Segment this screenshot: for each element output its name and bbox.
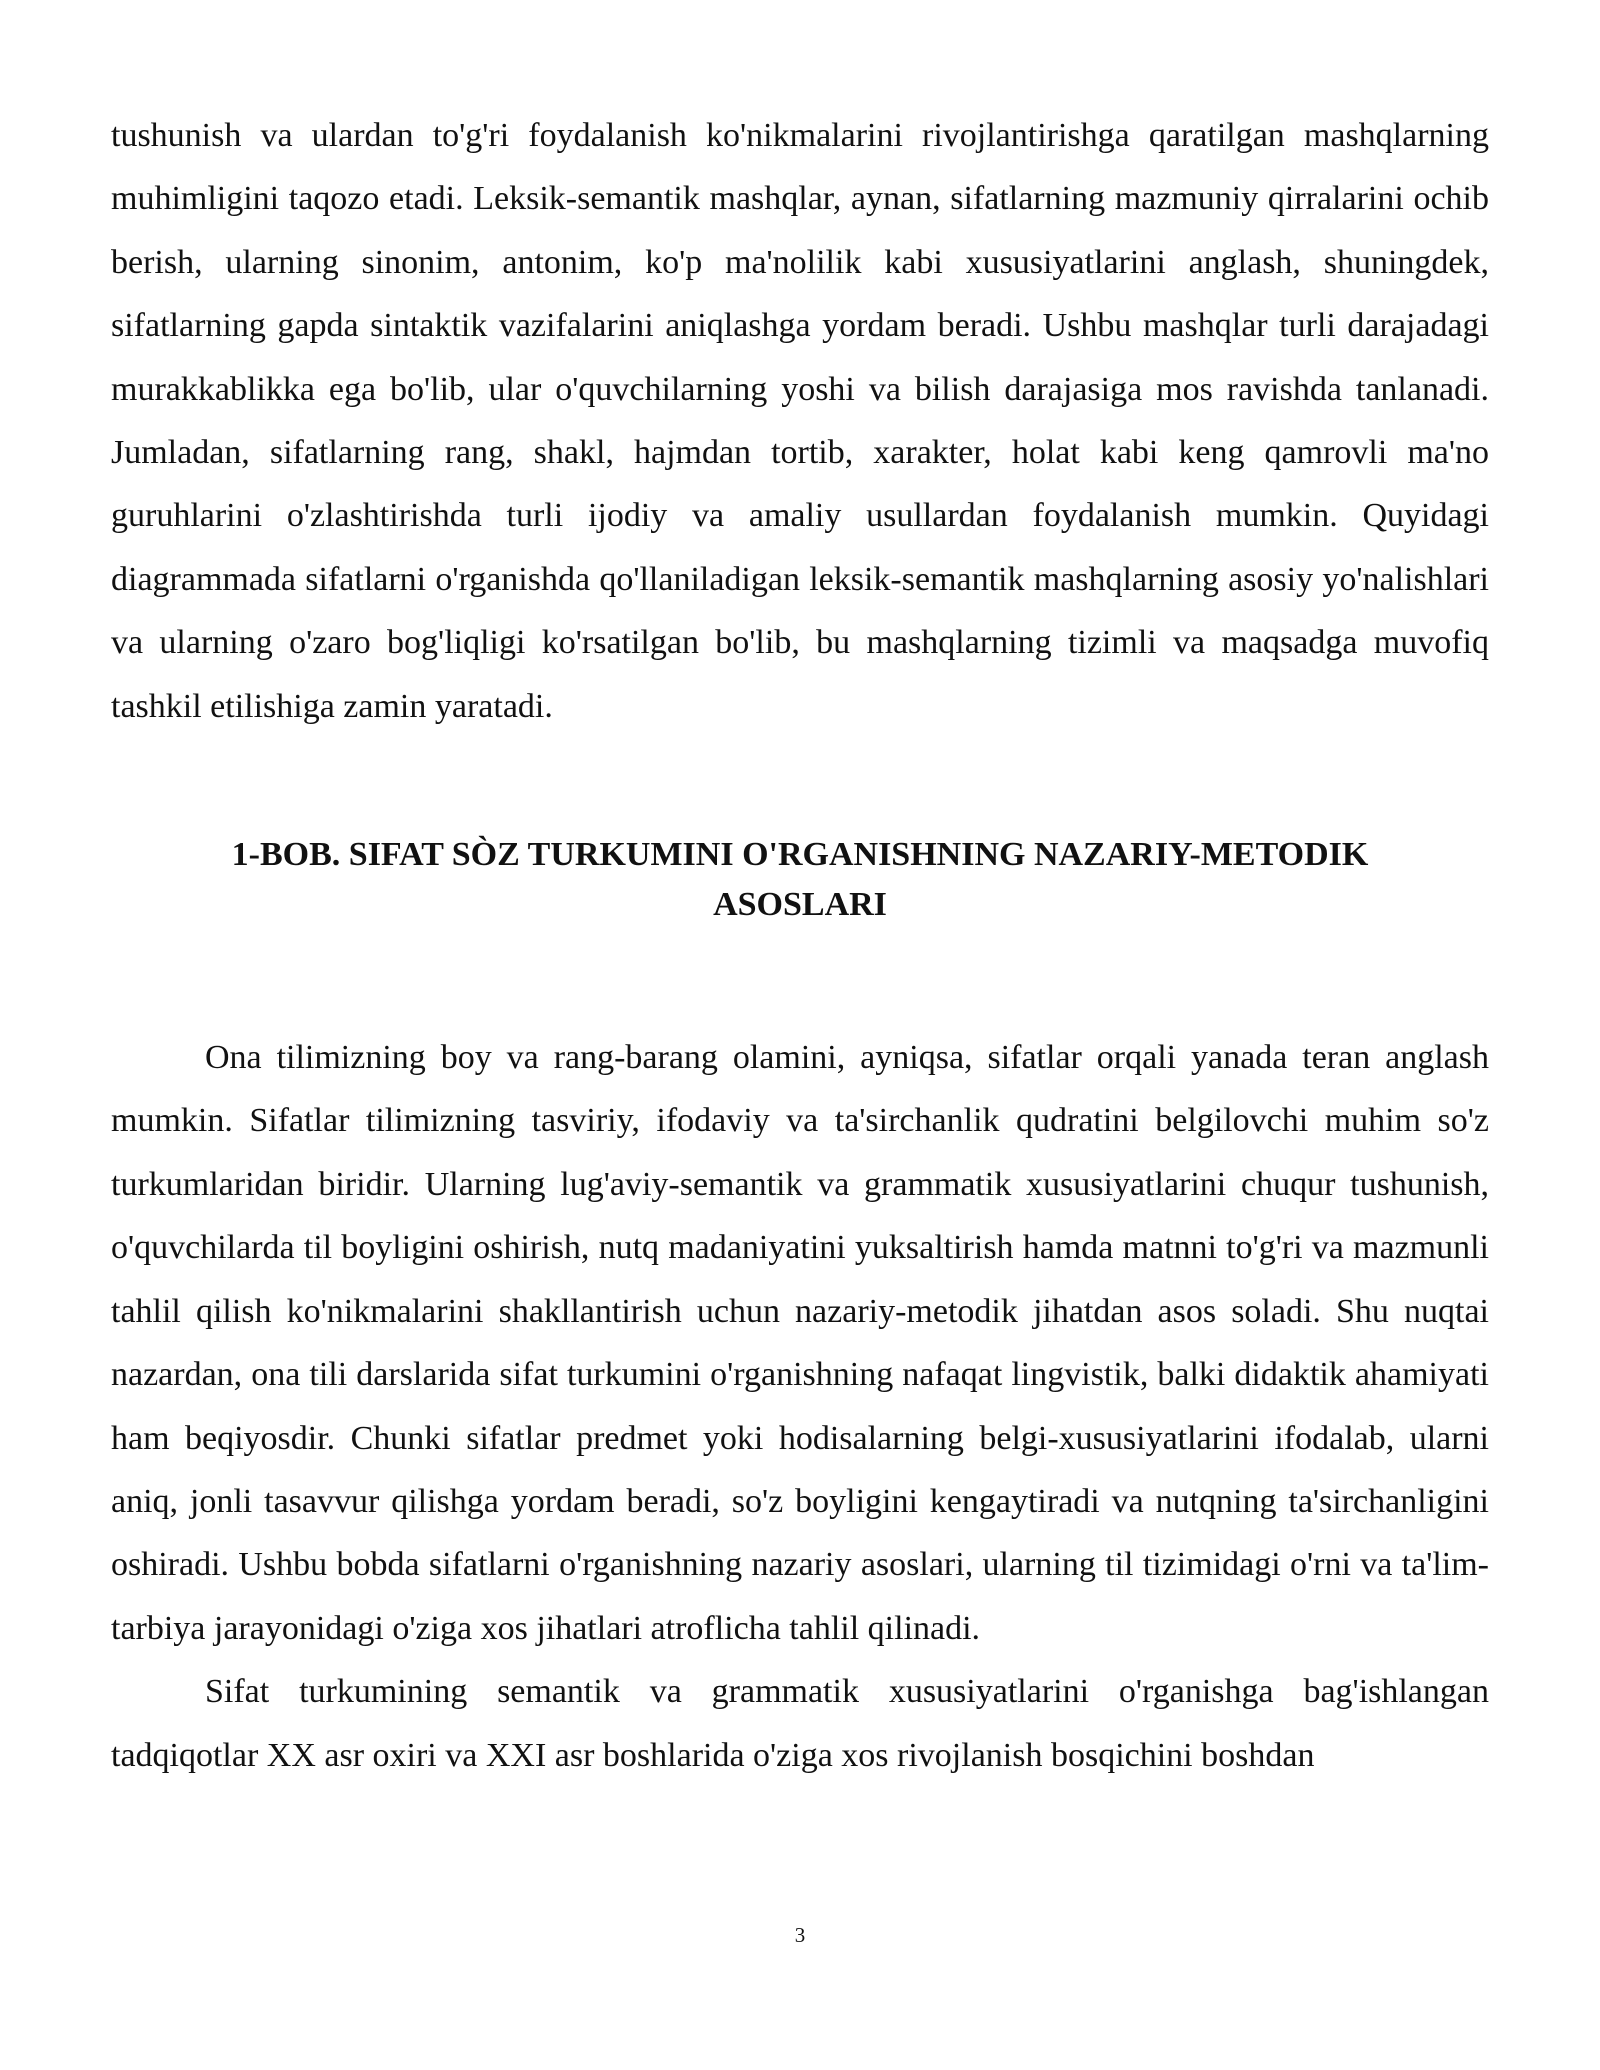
chapter-title-line-2: ASOSLARI xyxy=(713,886,887,924)
body-paragraph-1: Ona tilimizning boy va rang-barang olamini, ayniqsa, sifatlar orqali yanada teran anglash mumkin. Sifatlar tilimizning tasviriy, ifodaviy va ta'sirchanlik qudratini belgilovchi muhim so'z turkumlaridan biridir. Ularning lug'aviy-semantik va grammatik xususiyatlarini chuqur tushunish, o'quvchilarda til boyligini oshirish, nutq madaniyatini yuksaltirish hamda matnni to'g'ri va mazmunli tahlil qilish ko'nikmalarini shakllantirish uchun nazariy-metodik jihatdan asos soladi. Shu nuqtai nazardan, ona tili darslarida sifat turkumini o'rganishning nafaqat lingvistik, balki didaktik ahamiyati ham beqiyosdir. Chunki sifatlar predmet yoki hodisalarning belgi-xususiyatlarini ifodalab, ularni aniq, jonli tasavvur qilishga yordam beradi, so'z boyligini kengaytiradi va nutqning ta'sirchanligini oshiradi. Ushbu bobda sifatlarni o'rganishning nazariy asoslari, ularning til tizimidagi o'rni va ta'lim-tarbiya jarayonidagi o'ziga xos jihatlari atroflicha tahlil qilinadi. xyxy=(111,1039,1489,1647)
document-page xyxy=(111,104,1489,1787)
body-paragraph-2: Sifat turkumining semantik va grammatik xususiyatlarini o'rganishga bag'ishlangan tadqiqotlar XX asr oxiri va XXI asr boshlarida o'ziga xos rivojlanish bosqichini boshdan xyxy=(111,1673,1489,1774)
chapter-title xyxy=(111,830,1489,930)
page-number: 3 xyxy=(794,1923,806,1947)
intro-paragraph: tushunish va ulardan to'g'ri foydalanish ko'nikmalarini rivojlantirishga qaratilgan mashqlarning muhimligini taqozo etadi. Leksik-semantik mashqlar, aynan, sifatlarning mazmuniy qirralarini ochib berish, ularning sinonim, antonim, ko'p ma'nolilik kabi xususiyatlarini anglash, shuningdek, sifatlarning gapda sintaktik vazifalarini aniqlashga yordam beradi. Ushbu mashqlar turli darajadagi murakkablikka ega bo'lib, ular o'quvchilarning yoshi va bilish darajasiga mos ravishda tanlanadi. Jumladan, sifatlarning rang, shakl, hajmdan tortib, xarakter, holat kabi keng qamrovli ma'no guruhlarini o'zlashtirishda turli ijodiy va amaliy usullardan foydalanish mumkin. Quyidagi diagrammada sifatlarni o'rganishda qo'llaniladigan leksik-semantik mashqlarning asosiy yo'nalishlari va ularning o'zaro bog'liqligi ko'rsatilgan bo'lib, bu mashqlarning tizimli va maqsadga muvofiq tashkil etilishiga zamin yaratadi. xyxy=(111,117,1489,725)
chapter-title-line-1: 1-BOB. SIFAT SÒZ TURKUMINI O'RGANISHNING NAZARIY-METODIK xyxy=(231,836,1369,874)
